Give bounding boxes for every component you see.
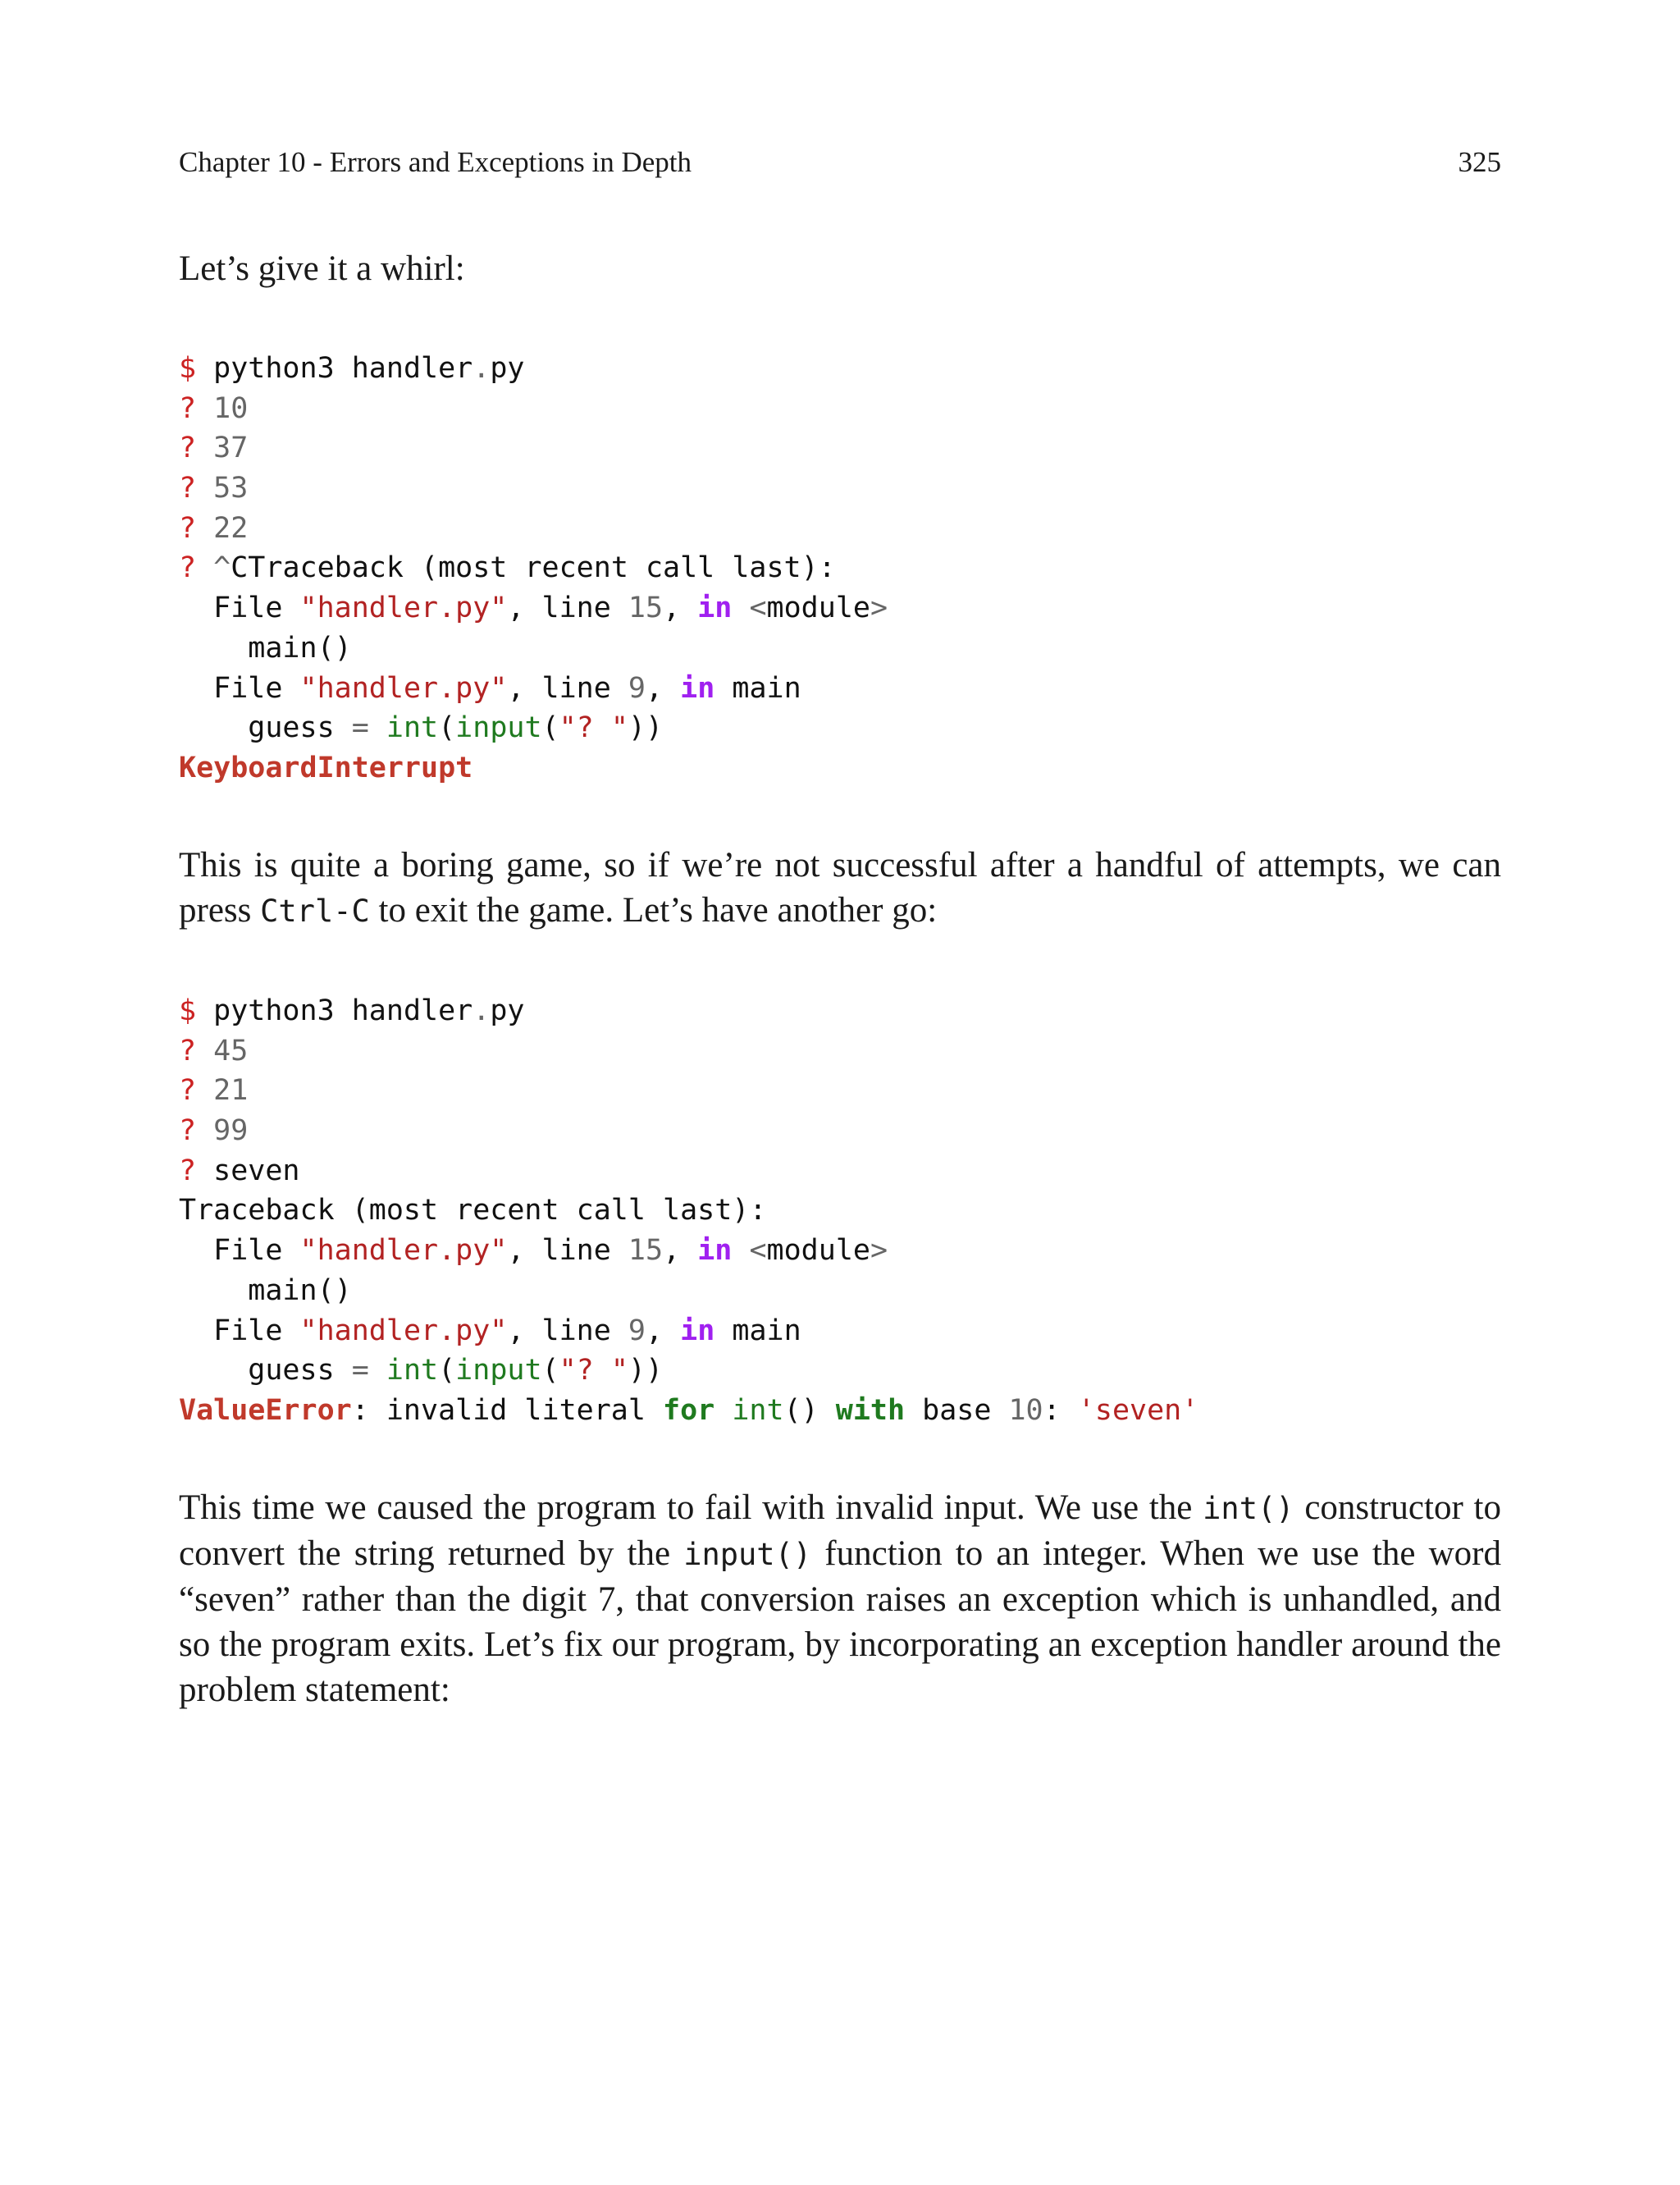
code-line: File "handler.py", line 9, in main	[179, 671, 801, 705]
paragraph-ctrl-c: This is quite a boring game, so if we’re not successful after a handful of attempts, we can press Ctrl-C to exit the game. Let’s have another go:	[179, 846, 1501, 930]
code-line: ? 99	[179, 1114, 249, 1148]
intro-paragraph: Let’s give it a whirl:	[179, 249, 465, 288]
code-line: ? seven	[179, 1154, 300, 1187]
code-line: File "handler.py", line 9, in main	[179, 1314, 801, 1347]
code-line: ? 37	[179, 432, 249, 465]
code-line: Traceback (most recent call last):	[179, 1194, 767, 1227]
code-line: ? 45	[179, 1034, 249, 1067]
inline-code: input()	[683, 1537, 812, 1572]
page-number: 325	[1458, 146, 1501, 178]
running-header	[179, 146, 1501, 179]
code-line: main()	[179, 631, 352, 665]
code-line: $ python3 handler.py	[179, 994, 525, 1027]
code-line: ? ^CTraceback (most recent call last):	[179, 551, 836, 585]
code-line: guess = int(input("? "))	[179, 1354, 664, 1387]
code-line: File "handler.py", line 15, in <module>	[179, 592, 888, 625]
code-line: ? 21	[179, 1074, 249, 1108]
code-line: guess = int(input("? "))	[179, 711, 664, 745]
code-line: File "handler.py", line 15, in <module>	[179, 1234, 888, 1268]
code-line: ? 10	[179, 391, 249, 425]
code-line: KeyboardInterrupt	[179, 751, 473, 784]
code-line: ? 22	[179, 511, 249, 545]
code-block-value-error	[179, 991, 1198, 1431]
inline-code: int()	[1203, 1491, 1294, 1526]
code-line: main()	[179, 1273, 352, 1307]
chapter-title: Chapter 10 - Errors and Exceptions in Depth	[179, 146, 692, 178]
paragraph-explanation: This time we caused the program to fail with invalid input. We use the int() constructor to convert the string returned by the input() function to an integer. When we use the word “seven” rather than the digit 7, that conversion raises an exception which is unhandled, and so the program exits. Let’s fix our program, by incorporating an exception handler around the problem statement:	[179, 1488, 1501, 1709]
code-block-keyboard-interrupt	[179, 349, 888, 789]
code-line: ValueError: invalid literal for int() with base 10: 'seven'	[179, 1393, 1199, 1427]
code-line: $ python3 handler.py	[179, 352, 525, 385]
code-line: ? 53	[179, 472, 249, 505]
inline-code: Ctrl-C	[260, 894, 370, 929]
